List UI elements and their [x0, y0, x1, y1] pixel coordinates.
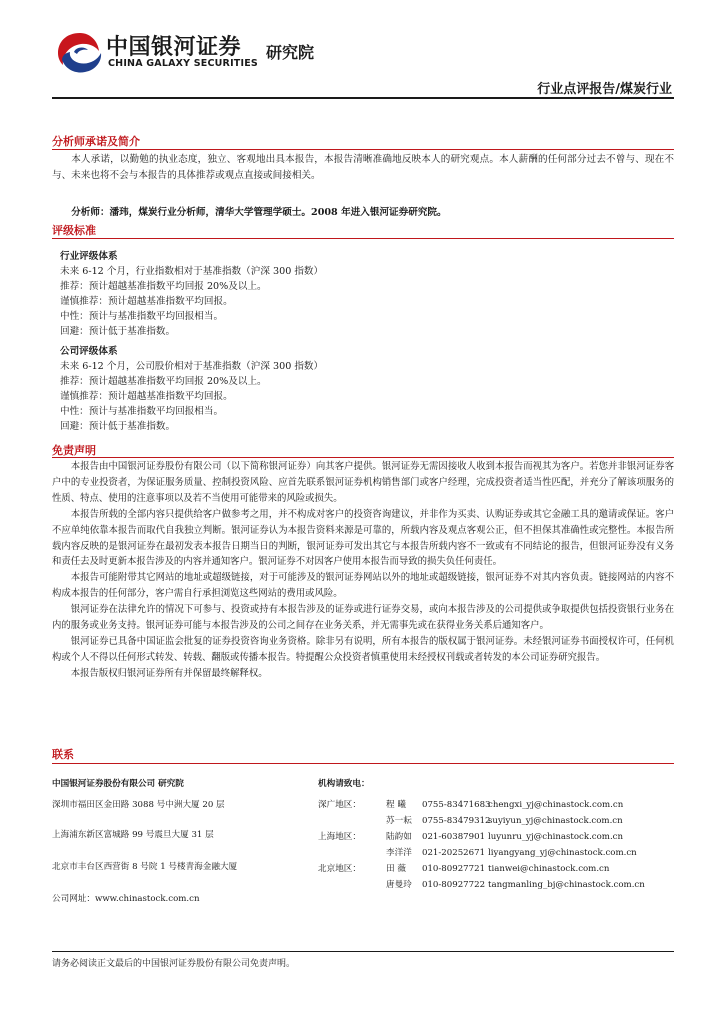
footer-divider — [52, 951, 674, 952]
contact-email: chengxi_yj@chinastock.com.cn — [488, 800, 624, 810]
company-rating-line: 回避：预计低于基准指数。 — [60, 421, 176, 432]
contact-region: 上海地区： — [318, 832, 361, 842]
contact-name: 李洋洋 — [386, 848, 412, 858]
contact-row — [318, 846, 678, 862]
contact-region: 深广地区： — [318, 800, 361, 810]
industry-rating-line: 推荐：预计超越基准指数平均回报 20%及以上。 — [60, 281, 267, 292]
galaxy-logo-icon — [54, 30, 106, 76]
analyst-section-rule — [52, 149, 674, 150]
disclaimer-paragraph: 本报告版权归银河证券所有并保留最终解释权。 — [70, 667, 268, 679]
disclaimer-paragraph: 本报告可能附带其它网站的地址或超级链接，对于可能涉及的银河证券网站以外的地址或超级链接，银河证券不对其内容负责。链接网站的内容不构成本报告的任何部分，客户需自行承担浏览这些网站的费用或风险。 — [52, 572, 674, 600]
analyst-statement-text: 本人承诺，以勤勉的执业态度，独立、客观地出具本报告，本报告清晰准确地反映本人的研究观点。本人薪酬的任何部分过去不曾与、现在不与、未来也将不会与本报告的具体推荐或观点直接或间接相关。 — [52, 154, 674, 181]
contact-row — [318, 798, 678, 814]
header-divider — [52, 97, 674, 99]
industry-rating-line: 未来 6-12 个月，行业指数相对于基准指数（沪深 300 指数） — [60, 266, 324, 277]
contact-email: luyunru_yj@chinastock.com.cn — [488, 832, 624, 842]
contact-name: 程 曦 — [386, 800, 406, 810]
company-rating-line: 推荐：预计超越基准指数平均回报 20%及以上。 — [60, 376, 267, 387]
contact-phone: 021-20252671 — [422, 848, 486, 858]
analyst-section-title: 分析师承诺及简介 — [52, 135, 140, 148]
company-rating-line: 未来 6-12 个月，公司股价相对于基准指数（沪深 300 指数） — [60, 361, 324, 372]
contact-table — [318, 798, 678, 894]
contact-phone: 0755-83479312 — [422, 816, 491, 826]
disclaimer-paragraph: 银河证券已具备中国证监会批复的证券投资咨询业务资格。除非另有说明，所有本报告的版权属于银河证券。未经银河证券书面授权许可，任何机构或个人不得以任何形式转发、转载、翻版或传播本报告。特提醒公众投资者慎重使用未经授权刊载或者转发的本公司证券研究报告。 — [52, 635, 674, 663]
company-rating-heading: 公司评级体系 — [60, 346, 118, 357]
institutional-contact-heading: 机构请致电： — [318, 779, 370, 789]
analyst-bio-text: 分析师：潘玮，煤炭行业分析师，清华大学管理学硕士。2008 年进入银河证券研究院。 — [71, 207, 447, 218]
industry-rating-heading: 行业评级体系 — [60, 251, 118, 262]
industry-rating-block — [60, 249, 660, 339]
contact-name: 唐曼玲 — [386, 880, 412, 890]
rating-section-title: 评级标准 — [52, 224, 96, 237]
contact-row — [318, 814, 678, 830]
company-rating-block — [60, 344, 660, 434]
contact-row — [318, 830, 678, 846]
company-logo — [54, 26, 354, 80]
contact-email: liyangyang_yj@chinastock.com.cn — [488, 848, 637, 858]
analyst-bio — [52, 205, 674, 221]
disclaimer-paragraph: 银河证券在法律允许的情况下可参与、投资或持有本报告涉及的证券或进行证券交易，或向本报告涉及的公司提供或争取提供包括投资银行业务在内的服务或业务支持。银河证券可能与本报告涉及的公司之间存在业务关系，并无需事先或在获得业务关系后通知客户。 — [52, 604, 674, 632]
logo-chinese-name: 中国银河证券 — [106, 35, 242, 60]
logo-institute-label: 研究院 — [266, 43, 315, 62]
contact-phone: 021-60387901 — [422, 832, 486, 842]
contact-row — [318, 878, 678, 894]
disclaimer-paragraph: 本报告所载的全部内容只提供给客户做参考之用，并不构成对客户的投资咨询建议，并非作为买卖、认购证券或其它金融工具的邀请或保证。客户不应单纯依靠本报告而取代自我独立判断。银河证券认为本报告资料来源是可靠的，所载内容及观点客观公正，但不担保其准确性或完整性。本报告所载内容反映的是银河证券在最初发表本报告日期当日的判断，银河证券可发出其它与本报告所载内容不一致或有不同结论的报告，但银河证券没有义务和责任去及时更新本报告涉及的内容并通知客户。银河证券不对因客户使用本报告而导致的损失负任何责任。 — [52, 508, 674, 568]
contact-address: 北京市丰台区西营街 8 号院 1 号楼青海金融大厦 — [52, 862, 238, 872]
contact-email: tianwei@chinastock.com.cn — [488, 864, 610, 874]
disclaimer-body — [52, 459, 674, 682]
logo-english-name: CHINA GALAXY SECURITIES — [108, 58, 258, 69]
disclaimer-section-rule — [52, 457, 674, 458]
analyst-statement — [52, 152, 674, 183]
footer-disclaimer-note: 请务必阅读正文最后的中国银河证券股份有限公司免责声明。 — [52, 959, 296, 969]
contact-row — [318, 862, 678, 878]
contact-section-title: 联系 — [52, 748, 74, 761]
contact-name: 陆韵如 — [386, 832, 412, 842]
rating-section-rule — [52, 238, 674, 239]
industry-rating-line: 谨慎推荐：预计超越基准指数平均回报。 — [60, 296, 233, 307]
industry-rating-line: 回避：预计低于基准指数。 — [60, 326, 176, 337]
contact-address: 上海浦东新区富城路 99 号震旦大厦 31 层 — [52, 830, 214, 840]
company-rating-line: 谨慎推荐：预计超越基准指数平均回报。 — [60, 391, 233, 402]
contact-email: suyiyun_yj@chinastock.com.cn — [488, 816, 623, 826]
contact-email: tangmanling_bj@chinastock.com.cn — [488, 880, 645, 890]
contact-name: 苏一耘 — [386, 816, 412, 826]
contact-phone: 0755-83471683 — [422, 800, 491, 810]
contact-company-name: 中国银河证券股份有限公司 研究院 — [52, 779, 184, 789]
contact-phone: 010-80927721 — [422, 864, 486, 874]
industry-rating-line: 中性：预计与基准指数平均回报相当。 — [60, 311, 224, 322]
contact-name: 田 薇 — [386, 864, 406, 874]
contact-phone: 010-80927722 — [422, 880, 486, 890]
contact-address: 深圳市福田区金田路 3088 号中洲大厦 20 层 — [52, 800, 225, 810]
report-type-label: 行业点评报告/煤炭行业 — [537, 82, 672, 97]
contact-section-rule — [52, 763, 674, 764]
disclaimer-paragraph: 本报告由中国银河证券股份有限公司（以下简称银河证券）向其客户提供。银河证券无需因接收人收到本报告而视其为客户。若您并非银河证券客户中的专业投资者，为保证服务质量、控制投资风险、应首先联系银河证券机构销售部门或客户经理，完成投资者适当性匹配，并充分了解该项服务的性质、特点、使用的注意事项以及若不当使用可能带来的风险或损失。 — [52, 461, 674, 504]
contact-region: 北京地区： — [318, 864, 361, 874]
disclaimer-section-title: 免责声明 — [52, 444, 96, 457]
company-rating-line: 中性：预计与基准指数平均回报相当。 — [60, 406, 224, 417]
contact-website: 公司网址：www.chinastock.com.cn — [52, 894, 200, 904]
